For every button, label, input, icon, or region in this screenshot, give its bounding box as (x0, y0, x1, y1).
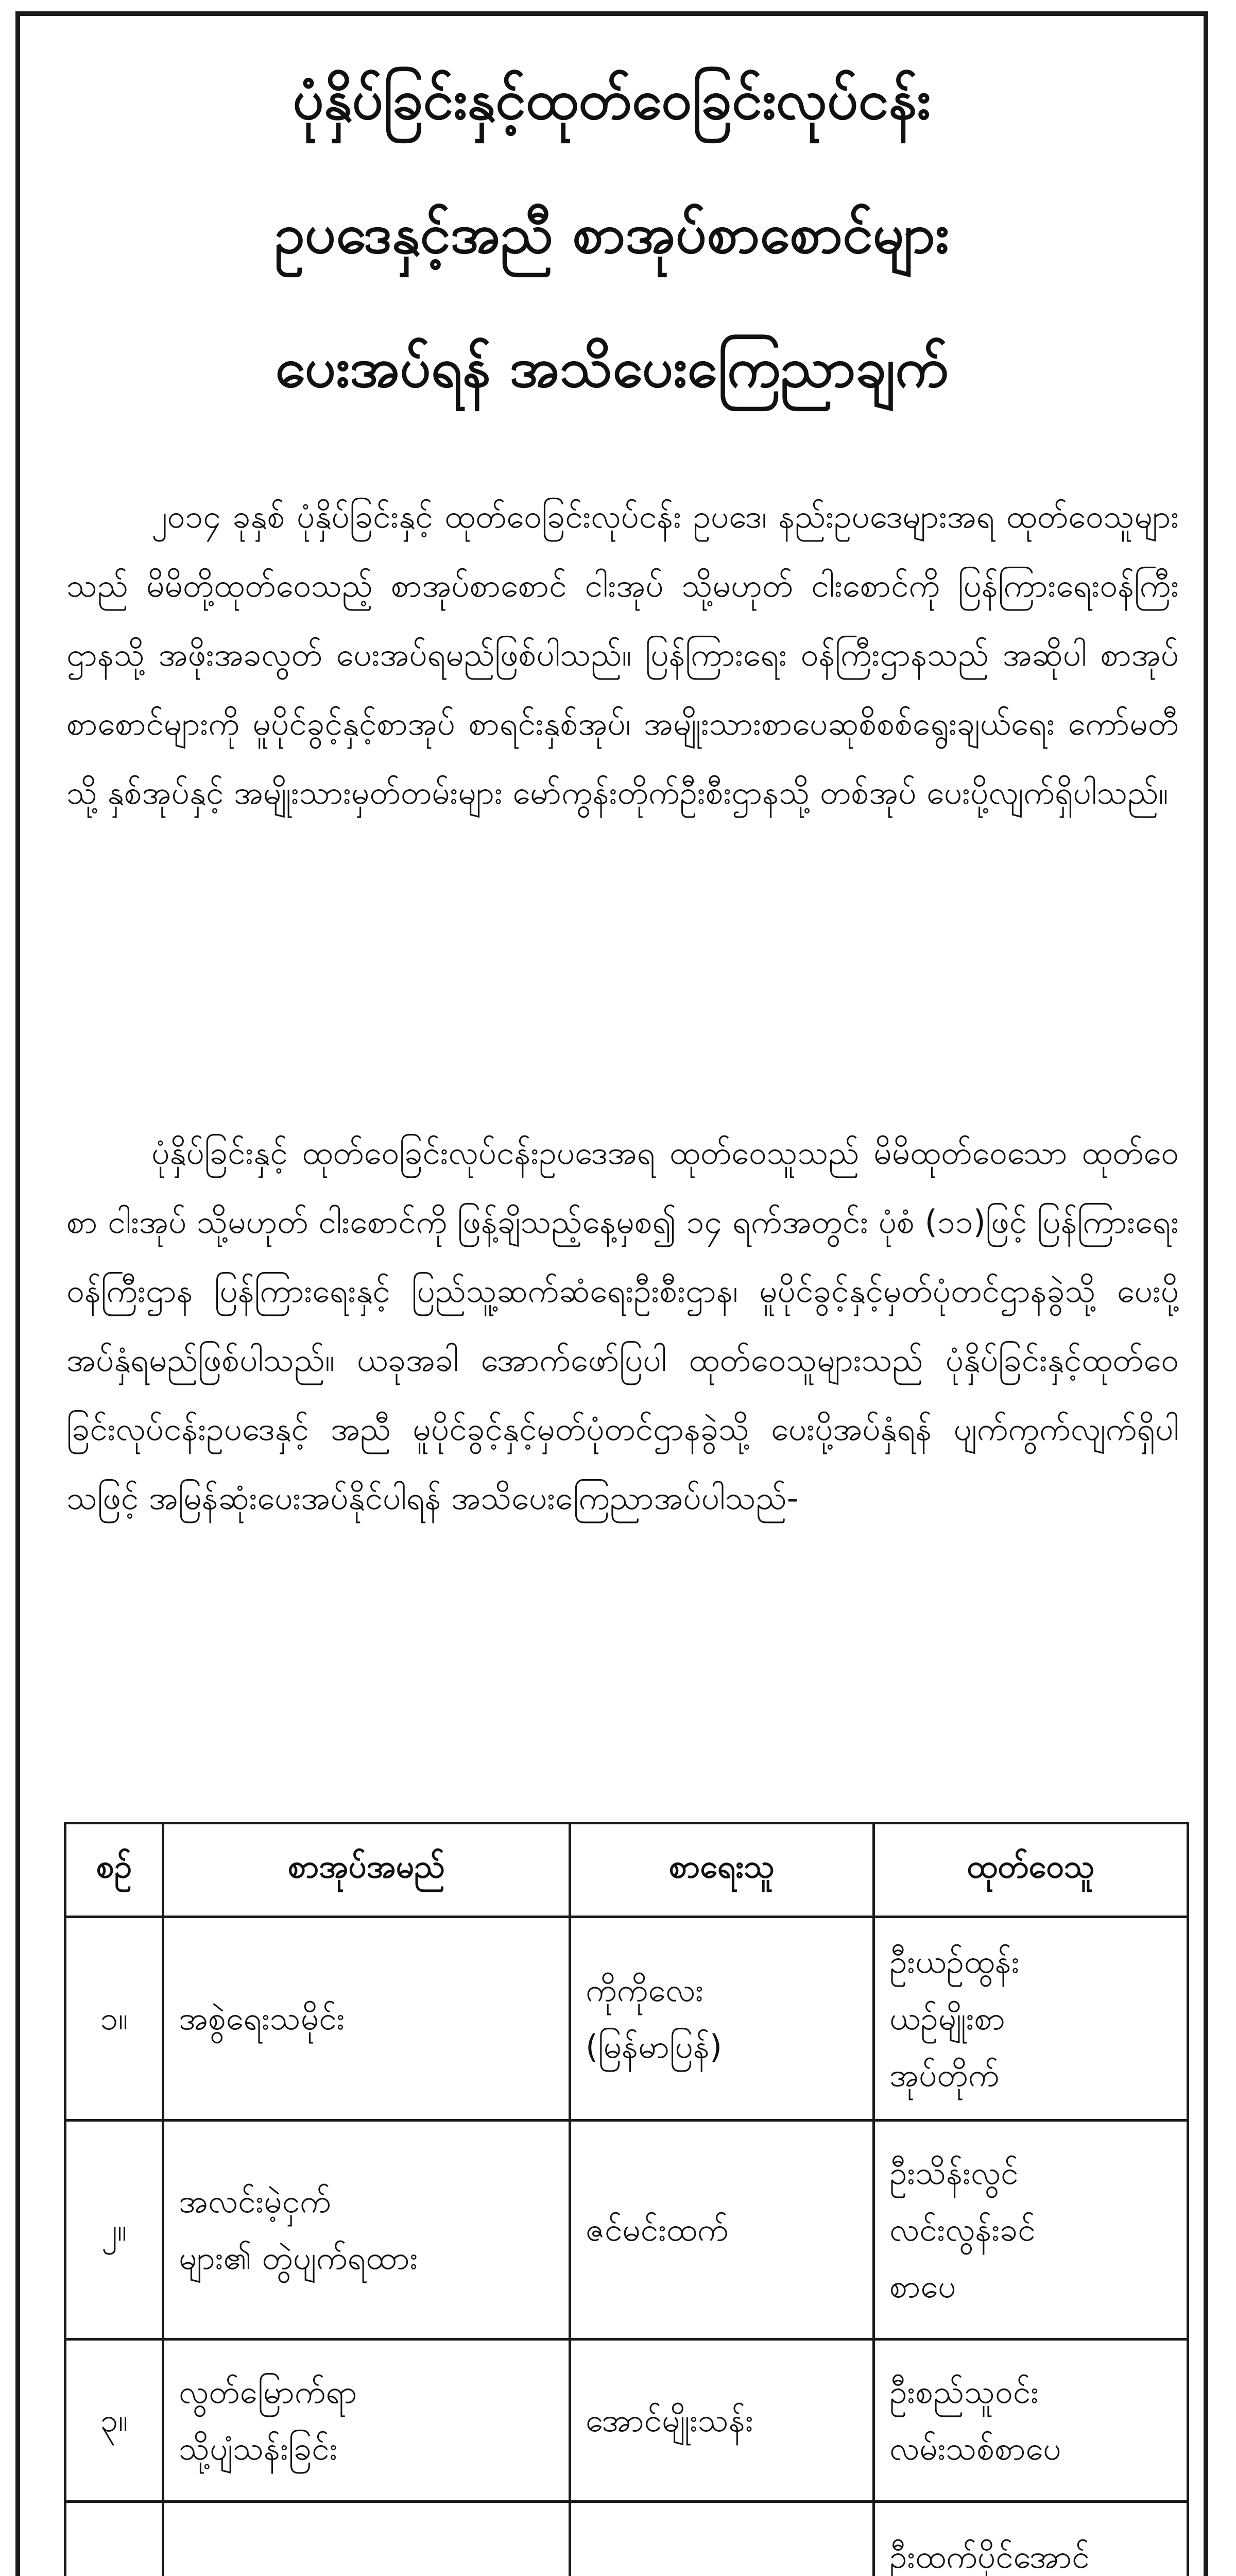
header-book-title: စာအုပ်အမည် (163, 1823, 570, 1917)
serial-cell (65, 2502, 163, 2576)
table-row (65, 2502, 1188, 2576)
table-row (65, 2340, 1188, 2502)
serial-cell: ၃။ (65, 2340, 163, 2502)
book-title-line: အစွဲရေးသမိုင်း (179, 1999, 345, 2037)
overdue-books-table (64, 1822, 1189, 2576)
notice-paragraph-1: ၂၀၁၄ ခုနှစ် ပုံနှိပ်ခြင်းနှင့် ထုတ်ဝေခြင်းလုပ်ငန်း ဥပဒေ၊ နည်းဥပဒေများအရ ထုတ်ဝေသူများသည် မိမိတို့ထုတ်ဝေသည့် စာအုပ်စာစောင် ငါးအုပ် သို့မဟုတ် ငါးစောင်ကို ပြန်ကြားရေးဝန်ကြီး ဌာနသို့ အဖိုးအခလွတ် ပေးအပ်ရမည်ဖြစ်ပါသည်။ ပြန်ကြားရေး ဝန်ကြီးဌာနသည် အဆိုပါ စာအုပ်စာစောင်များကို မူပိုင်ခွင့်နှင့်စာအုပ် စာရင်းနှစ်အုပ်၊ အမျိုးသားစာပေဆုစိစစ်ရွေးချယ်ရေး ကော်မတီသို့ နှစ်အုပ်နှင့် အမျိုးသားမှတ်တမ်းများ မော်ကွန်းတိုက်ဦးစီးဌာနသို့ တစ်အုပ် ပေးပို့လျက်ရှိပါသည်။ (66, 498, 1179, 811)
publisher-line: ဦးစည်သူဝင်း (889, 2373, 1039, 2411)
book-title-cell (163, 2340, 570, 2502)
publisher-cell (874, 1917, 1188, 2121)
publisher-line: အုပ်တိုက် (889, 2056, 1000, 2094)
publisher-cell (874, 2121, 1188, 2340)
table-header-row (65, 1823, 1188, 1917)
publisher-line: ဦးယဉ်ထွန်း (889, 1943, 1020, 1980)
title-line-1: ပုံနှိပ်ခြင်းနှင့်ထုတ်ဝေခြင်းလုပ်ငန်း (293, 68, 931, 131)
author-cell (570, 1917, 874, 2121)
book-title-line: များ၏ တွဲပျက်ရထား (179, 2239, 418, 2277)
publisher-line: စာပေ (889, 2267, 956, 2305)
header-serial: စဉ် (65, 1823, 163, 1917)
author-line: ကိုကိုလေး (586, 1971, 703, 2009)
author-cell (570, 2121, 874, 2340)
publisher-line: ယဉ်မျိုးစာ (889, 1999, 1005, 2037)
publisher-cell (874, 2502, 1188, 2576)
title-line-3: ပေးအပ်ရန် အသိပေးကြေညာချက် (275, 336, 949, 399)
book-title-cell (163, 1917, 570, 2121)
author-cell (570, 2340, 874, 2502)
table-row (65, 2121, 1188, 2340)
notice-title (20, 68, 1204, 474)
book-title-cell (163, 2502, 570, 2576)
table-row (65, 1917, 1188, 2121)
title-line-2: ဥပဒေနှင့်အညီ စာအုပ်စာစောင်များ (274, 202, 949, 265)
publisher-line: ဦးသိန်းလွင် (889, 2154, 1019, 2192)
serial-cell: ၁။ (65, 1917, 163, 2121)
publisher-line: လင်းလွန်းခင် (889, 2211, 1036, 2248)
notice-paragraph-2: ပုံနှိပ်ခြင်းနှင့် ထုတ်ဝေခြင်းလုပ်ငန်းဥပဒေအရ ထုတ်ဝေသူသည် မိမိထုတ်ဝေသော ထုတ်ဝေစာ ငါးအုပ် သို့မဟုတ် ငါးစောင်ကို ဖြန့်ချိသည့်နေ့မှစ၍ ၁၄ ရက်အတွင်း ပုံစံ (၁၁)ဖြင့် ပြန်ကြားရေးဝန်ကြီးဌာန ပြန်ကြားရေးနှင့် ပြည်သူ့ဆက်ဆံရေးဦးစီးဌာန၊ မူပိုင်ခွင့်နှင့်မှတ်ပုံတင်ဌာနခွဲသို့ ပေးပို့အပ်နှံရမည်ဖြစ်ပါသည်။ ယခုအခါ အောက်ဖော်ပြပါ ထုတ်ဝေသူများသည် ပုံနှိပ်ခြင်းနှင့်ထုတ်ဝေခြင်းလုပ်ငန်းဥပဒေနှင့် အညီ မူပိုင်ခွင့်နှင့်မှတ်ပုံတင်ဌာနခွဲသို့ ပေးပို့အပ်နှံရန် ပျက်ကွက်လျက်ရှိပါသဖြင့် အမြန်ဆုံးပေးအပ်နိုင်ပါရန် အသိပေးကြေညာအပ်ပါသည်- (66, 1134, 1179, 1517)
notice-frame (15, 11, 1208, 2576)
serial-cell: ၂။ (65, 2121, 163, 2340)
author-cell (570, 2502, 874, 2576)
publisher-cell (874, 2340, 1188, 2502)
header-author: စာရေးသူ (570, 1823, 874, 1917)
book-title-line: အလင်းမဲ့ငှက် (179, 2182, 331, 2220)
author-line: ဇင်မင်းထက် (586, 2211, 729, 2248)
publisher-line: ဦးထက်ပိုင်အောင် (889, 2538, 1090, 2575)
header-publisher: ထုတ်ဝေသူ (874, 1823, 1188, 1917)
book-title-cell (163, 2121, 570, 2340)
author-line: (မြန်မာပြန်) (586, 2028, 723, 2065)
book-title-line: လွတ်မြောက်ရာ (179, 2373, 357, 2411)
publisher-line: လမ်းသစ်စာပေ (889, 2430, 1061, 2467)
book-title-line: သို့ပျံသန်းခြင်း (179, 2430, 338, 2467)
author-line: အောင်မျိုးသန်း (586, 2401, 753, 2439)
